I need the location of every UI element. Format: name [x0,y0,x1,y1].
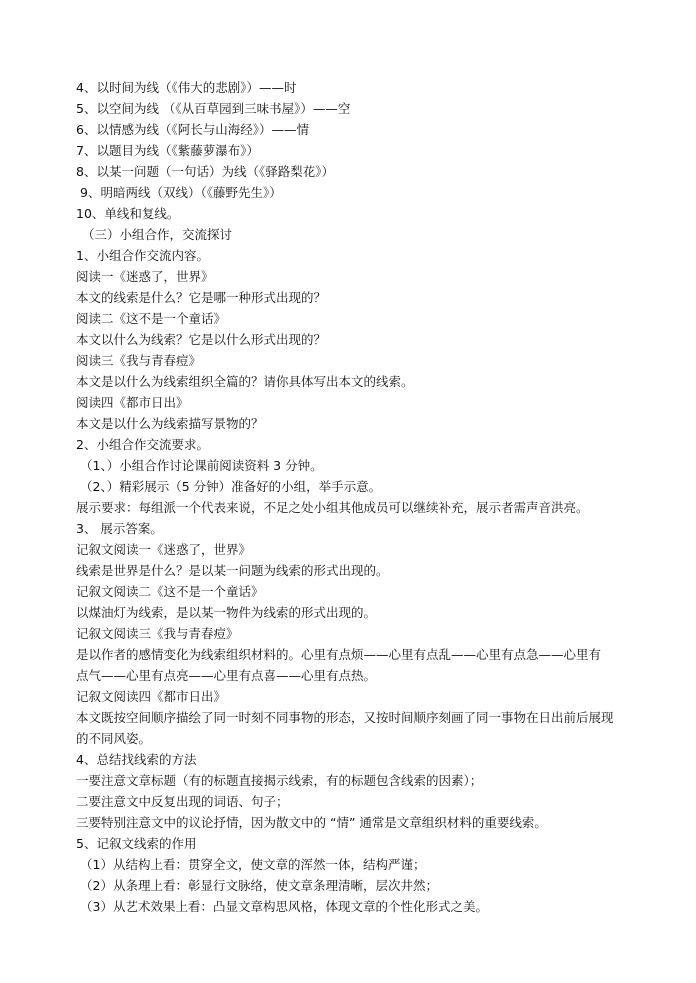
text-line: 二要注意文中反复出现的词语、句子； [76,794,289,809]
text-line: 是以作者的感情变化为线索组织材料的。心里有点烦——心里有点乱——心里有点急——心里有 [76,647,602,662]
text-line: （1、）小组合作讨论课前阅读资料 3 分钟。 [80,458,323,473]
text-line: 5、以空间为线 （《从百草园到三味书屋》）——空 [76,101,351,116]
text-line: 10、单线和复线。 [76,206,180,221]
text-line: 9、明暗两线（双线）（《藤野先生》） [80,185,282,200]
text-line: 6、以情感为线（《阿长与山海经》）——情 [76,122,309,137]
text-line: 本文是以什么为线索组织全篇的？请你具体写出本文的线索。 [76,374,414,389]
text-line: 记叙文阅读一《迷惑了，世界》 [76,542,252,557]
text-line: 阅读四《都市日出》 [76,395,189,410]
text-line: 2、小组合作交流要求。 [76,437,209,452]
text-line: 3、 展示答案。 [76,521,163,536]
text-line: 8、以某一问题（一句话）为线（《驿路梨花》） [76,164,334,179]
text-line: 本文以什么为线索？它是以什么形式出现的？ [76,332,327,347]
text-line: 线索是世界是什么？是以某一问题为线索的形式出现的。 [76,563,389,578]
text-line: 以煤油灯为线索，是以某一物件为线索的形式出现的。 [76,605,377,620]
text-line: （2）从条理上看：彰显行文脉络，使文章条理清晰，层次井然； [80,878,438,893]
text-line: 阅读三《我与青春痘》 [76,353,202,368]
section-heading: （三）小组合作，交流探讨 [82,227,233,242]
text-line: 1、小组合作交流内容。 [76,248,209,263]
text-line: 5、记叙文线索的作用 [76,836,197,851]
text-line: 一要注意文章标题（有的标题直接揭示线索，有的标题包含线索的因素）； [76,773,483,788]
text-line: 阅读二《这不是一个童话》 [76,311,227,326]
text-line: 7、以题目为线（《紫藤萝瀑布》） [76,143,259,158]
text-line: 记叙文阅读四《都市日出》 [76,689,227,704]
text-line: 阅读一《迷惑了，世界》 [76,269,214,284]
text-line: （1）从结构上看：贯穿全文，使文章的浑然一体，结构严谨； [80,857,426,872]
text-line: 4、总结找线索的方法 [76,752,197,767]
text-line: 的不同风姿。 [76,731,152,746]
text-line: （3）从艺术效果上看：凸显文章构思风格，体现文章的个性化形式之美。 [80,899,488,914]
text-line: 本文的线索是什么？它是哪一种形式出现的？ [76,290,327,305]
text-line: 本文既按空间顺序描绘了同一时刻不同事物的形态，又按时间顺序刻画了同一事物在日出前后展现 [76,710,614,725]
text-line: （2、）精彩展示（5 分钟）准备好的小组，举手示意。 [80,479,382,494]
text-line: 4、以时间为线（《伟大的悲剧》）——时 [76,80,297,95]
text-line: 点气——心里有点亮——心里有点喜——心里有点热。 [76,668,377,683]
text-line: 记叙文阅读三《我与青春痘》 [76,626,239,641]
text-line: 展示要求：每组派一个代表来说，不足之处小组其他成员可以继续补充，展示者需声音洪亮。 [76,500,589,515]
text-line: 记叙文阅读二《这不是一个童话》 [76,584,264,599]
text-line: 三要特别注意文中的议论抒情，因为散文中的 “情” 通常是文章组织材料的重要线索。 [76,815,547,830]
text-line: 本文是以什么为线索描写景物的？ [76,416,264,431]
